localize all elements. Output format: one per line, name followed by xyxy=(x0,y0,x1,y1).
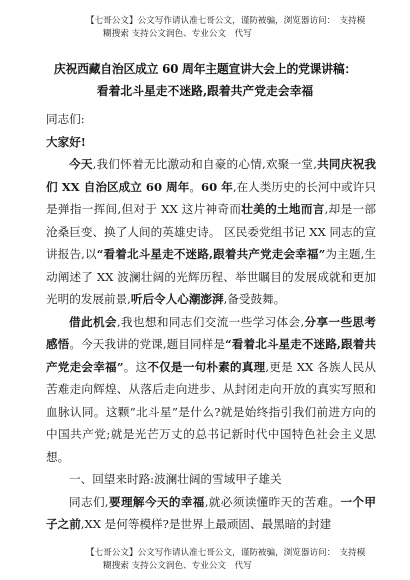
text-run: ,更是 XX 各族人民从苦难走向辉煌、从落后走向进步、从封闭走向开放的真实写照和血脉认同。这颗“北斗星”是什么?就是始终指引我们前进方向的中国共产党;就是光芒万丈的总书记新时代中国特色社会主义思想。 xyxy=(46,359,376,464)
text-run: ,却是一部沧桑巨变、换了人间的英雄史诗。 区民委党组书记 XX 同志的宣讲报告,以 xyxy=(46,202,376,261)
paragraph-1 xyxy=(46,153,376,311)
bold-text-run: “看着北斗星走不迷路,跟着共产党走会幸福” xyxy=(96,247,326,261)
document-subtitle: 看着北斗星走不迷路,跟着共产党走会幸福 xyxy=(96,84,314,98)
text-run: 。这 xyxy=(123,359,148,374)
bold-text-run: 60 年 xyxy=(201,179,233,194)
text-run: ,在人类历史的长河中或许只是弹指一挥间,但对于 XX 这片神奇而 xyxy=(46,179,376,216)
section-heading-1: 一、回望来时路:波澜壮阔的雪域甲子雄关 xyxy=(69,472,282,486)
bold-text-run: 共同庆祝我们 XX 自治区成立 60 周年 xyxy=(46,157,376,194)
bold-text-run: 不仅是一句朴素的真理 xyxy=(147,359,266,374)
header-banner-line-2: 糊搜索 支持公文润色、专业公文 代写 xyxy=(103,29,252,39)
bold-text-run: 要理解今天的幸福 xyxy=(108,494,205,509)
paragraph-2 xyxy=(46,311,376,469)
bold-text-run: “看着北斗星走不迷路,跟着共产党走会幸福” xyxy=(46,337,376,374)
text-run: 。今天我讲的党课,题目同样是 xyxy=(69,337,226,351)
text-run: ,就必须读懂昨天的苦难。 xyxy=(204,494,341,509)
document-body xyxy=(46,108,376,536)
salutation: 同志们: xyxy=(46,112,85,126)
bold-text-run: 借此机会 xyxy=(69,314,117,329)
bold-text-run: 听后令人心潮澎湃 xyxy=(130,292,224,306)
greeting: 大家好! xyxy=(46,134,86,149)
text-run: ,我们怀着无比激动和自豪的心情,欢聚一堂, xyxy=(92,157,317,171)
bold-text-run: 壮美的土地而言 xyxy=(241,202,325,216)
text-run: ,备受鼓舞。 xyxy=(223,292,286,306)
document-title: 庆祝西藏自治区成立 60 周年主题宣讲大会上的党课讲稿： xyxy=(53,62,357,76)
footer-banner-line-1: 【七哥公文】公文写作请认准七哥公文，谨防被骗，浏览器访问： 支持模 xyxy=(86,548,366,558)
bold-text-run: 今天 xyxy=(69,157,93,171)
text-run: 。 xyxy=(189,179,201,194)
header-watermark-banner xyxy=(0,15,410,41)
text-run: ,我也想和同志们交流一些学习体会, xyxy=(116,314,305,329)
text-run: ,XX 是何等模样?是世界上最顽固、最黑暗的封建 xyxy=(80,517,332,531)
header-banner-line-1: 【七哥公文】公文写作请认准七哥公文，谨防被骗，浏览器访问： 支持模 xyxy=(86,16,366,26)
footer-watermark-banner xyxy=(0,547,410,573)
footer-banner-line-2: 糊搜索 支持公文润色、专业公文 代写 xyxy=(103,561,252,571)
text-run: 同志们, xyxy=(69,494,109,509)
bold-text-run: 分享一些思考感悟 xyxy=(46,314,376,351)
text-run: 为主题,生动阐述了 XX 波澜壮阔的光辉历程、举世瞩目的发展成就和更加光明的发展前景, xyxy=(46,247,376,306)
bold-text-run: 一个甲子之前 xyxy=(46,494,376,531)
paragraph-3 xyxy=(46,491,376,536)
